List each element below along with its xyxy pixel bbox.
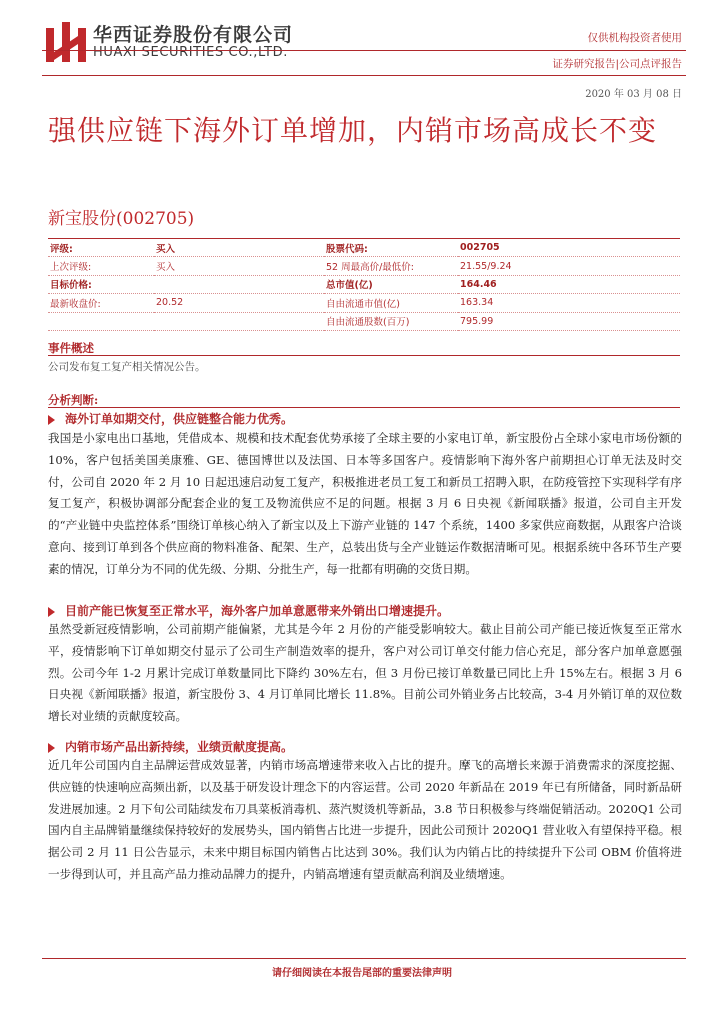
section-divider (48, 407, 680, 408)
price-range-label: 52 周最高价/最低价: (324, 257, 458, 275)
target-price-label: 目标价格: (48, 275, 154, 293)
analysis-heading: 分析判断: (48, 393, 99, 407)
float-shares-label: 自由流通股数(百万) (324, 312, 458, 330)
point-3-title: 内销市场产品出新持续，业绩贡献度提高。 (48, 738, 293, 755)
close-price-label: 最新收盘价: (48, 294, 154, 312)
event-heading: 事件概述 (48, 341, 94, 355)
close-price-value: 20.52 (154, 294, 324, 312)
table-row (48, 257, 680, 275)
market-cap-value: 164.46 (458, 275, 680, 293)
report-title: 强供应链下海外订单增加，内销市场高成长不变 (48, 114, 658, 147)
table-row (48, 312, 680, 330)
triangle-bullet-icon (48, 415, 55, 425)
point-1-body: 我国是小家电出口基地，凭借成本、规模和技术配套优势承接了全球主要的小家电订单，新宝股份占全球小家电市场份额的 10%，客户包括美国美康雅、GE、德国博世以及法国、日本等多国客户。疫情影响下海外客户前期担心订单无法及时交付，公司自 2020 年 2 月 10 日起迅速启动复工复产，积极推进老员工复工和新员工招聘入职，在防疫管控下实现科学有序复工复产，积极协调部分配套企业的复工及物流供应不足的问题。根据 3 月 6 日央视《新闻联播》报道，公司自主开发的“产业链中央监控体系”围绕订单核心纳入了新宝以及上下游产业链的 147 个系统，1400 多家供应商数据，从跟客户洽谈意向、接到订单到各个供应商的物料准备、配架、生产，总装出货与全产业链运作数据清晰可见。根据系统中各环节生产要素的情况，订单分为不同的优先级、分期、分批生产，每一批都有明确的交货日期。 (48, 431, 682, 576)
table-row (48, 275, 680, 293)
stock-name: 新宝股份(002705) (48, 209, 195, 229)
rating-value: 买入 (154, 239, 324, 257)
table-row (48, 239, 680, 257)
table-row (48, 294, 680, 312)
stock-info-table (48, 238, 680, 331)
float-shares-value: 795.99 (458, 312, 680, 330)
report-type: 证券研究报告|公司点评报告 (552, 58, 682, 70)
code-value: 002705 (458, 239, 680, 257)
company-name-en: HUAXI SECURITIES CO.,LTD. (93, 45, 288, 60)
code-label: 股票代码: (324, 239, 458, 257)
huaxi-logo-icon (46, 22, 86, 62)
target-price-value (154, 275, 324, 293)
prev-rating-value: 买入 (154, 257, 324, 275)
header-divider (42, 75, 686, 76)
point-2-title: 目前产能已恢复至正常水平，海外客户加单意愿带来外销出口增速提升。 (48, 602, 449, 619)
point-3-body: 近几年公司国内自主品牌运营成效显著，内销市场高增速带来收入占比的提升。摩飞的高增长来源于消费需求的深度挖掘、供应链的快速响应高频出新，以及基于研发设计理念下的内容运营。公司 2020 年新品在 2019 年已有所储备，同时新品研发进展加速。2 月下旬公司陆续发布刀具菜板消毒机、蒸汽熨烫机等新品，3.8 节日积极参与终端促销活动。2020Q1 公司国内自主品牌销量继续保持较好的发展势头，国内销售占比进一步提升，因此公司预计 2020Q1 营业收入有望保持平稳。根据公司 2 月 11 日公告显示，未来中期目标国内销售占比达到 30%。我们认为内销占比的持续提升下公司 OBM 价值将进一步得到认可，并且高产品力推动品牌力的提升，内销高增速有望贡献高利润及业绩增速。 (48, 758, 682, 881)
event-text: 公司发布复工复产相关情况公告。 (48, 361, 206, 373)
float-cap-label: 自由流通市值(亿) (324, 294, 458, 312)
audience-note: 仅供机构投资者使用 (587, 32, 682, 44)
footer-divider (42, 958, 686, 959)
rating-label: 评级: (48, 239, 154, 257)
market-cap-label: 总市值(亿) (324, 275, 458, 293)
price-range-value: 21.55/9.24 (458, 257, 680, 275)
triangle-bullet-icon (48, 743, 55, 753)
triangle-bullet-icon (48, 607, 55, 617)
point-1-title: 海外订单如期交付，供应链整合能力优秀。 (48, 410, 293, 427)
section-divider (48, 355, 680, 356)
legal-notice: 请仔细阅读在本报告尾部的重要法律声明 (272, 968, 452, 979)
point-2-body: 虽然受新冠疫情影响，公司前期产能偏紧，尤其是今年 2 月份的产能受影响较大。截止目前公司产能已接近恢复至正常水平，疫情影响下订单如期交付显示了公司生产制造效率的提升，客户对公司订单交付能力信心充足，部分客户加单意愿强烈。公司今年 1-2 月累计完成订单数量同比下降约 30%左右，但 3 月份已接订单数量已同比上升 15%左右。根据 3 月 6 日央视《新闻联播》报道，新宝股份 3、4 月订单同比增长 11.8%。目前公司外销业务占比较高，3-4 月外销订单的双位数增长对业绩的贡献度较高。 (48, 622, 682, 724)
prev-rating-label: 上次评级: (48, 257, 154, 275)
report-date: 2020 年 03 月 08 日 (585, 89, 682, 100)
header-divider (42, 50, 686, 51)
float-cap-value: 163.34 (458, 294, 680, 312)
company-name-cn: 华西证券股份有限公司 (93, 24, 294, 46)
